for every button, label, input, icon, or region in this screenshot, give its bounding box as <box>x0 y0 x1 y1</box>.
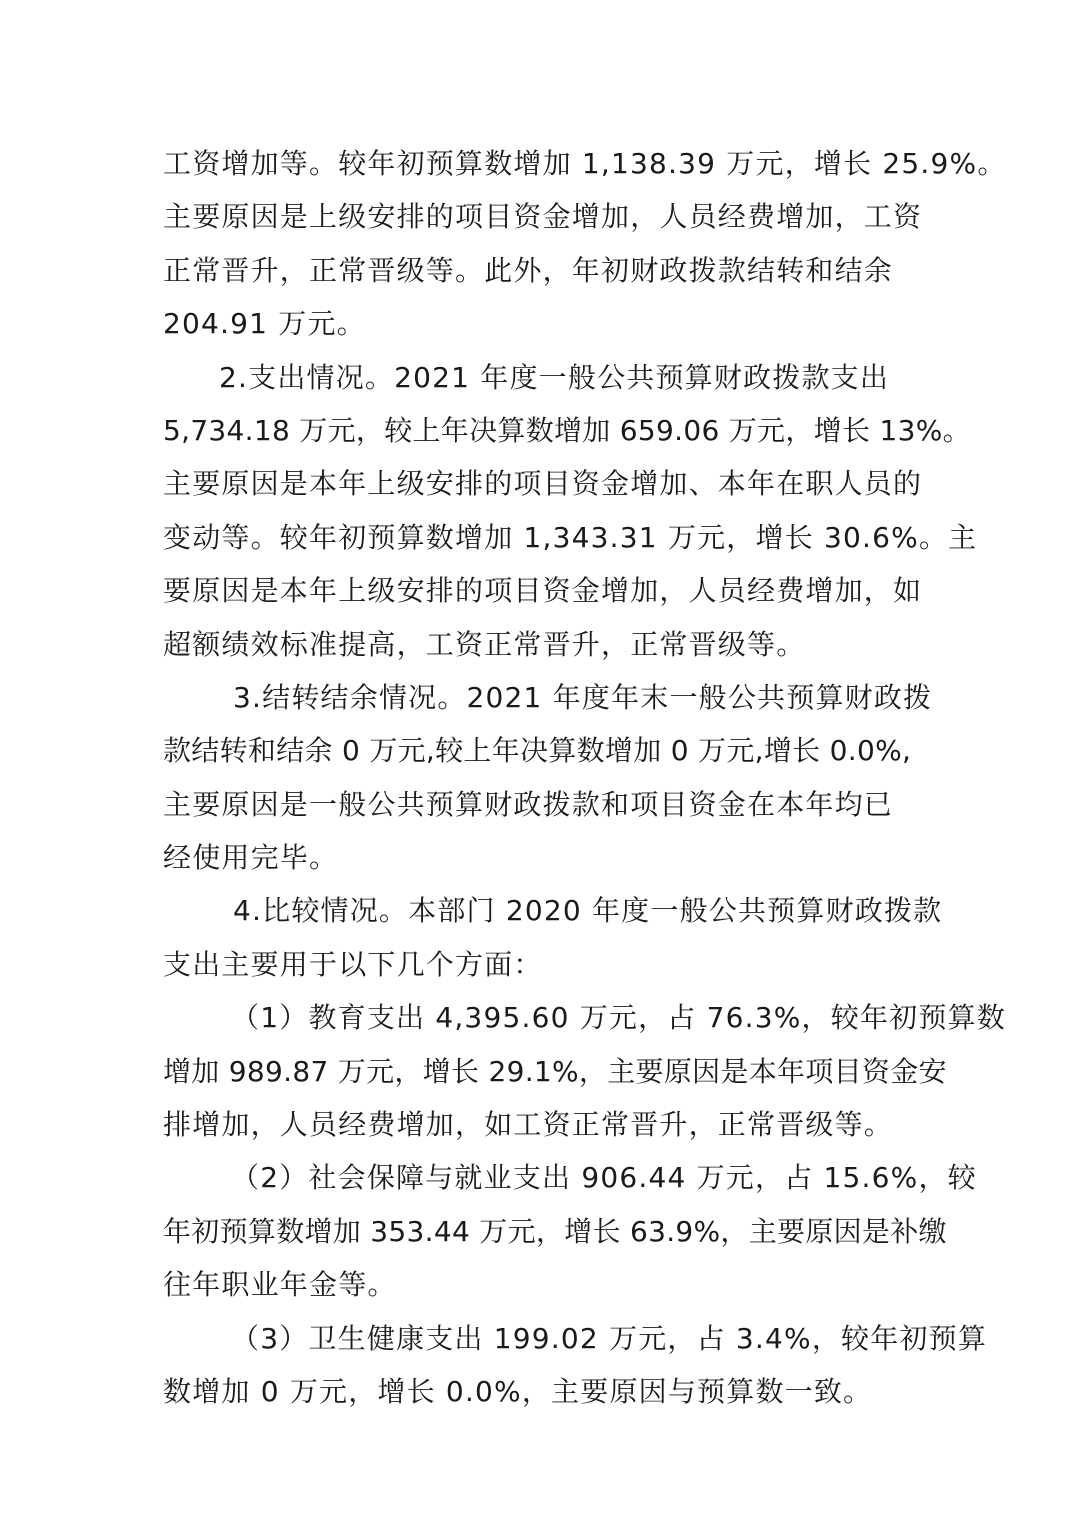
list-item-social-security: （2）社会保障与就业支出 906.44 万元，占 15.6%，较 <box>231 1161 977 1195</box>
text-line: 款结转和结余 0 万元,较上年决算数增加 0 万元,增长 0.0%, <box>163 734 912 768</box>
text-line: 工资增加等。较年初预算数增加 1,138.39 万元，增长 25.9%。 <box>163 147 1007 180</box>
list-item-health: （3）卫生健康支出 199.02 万元，占 3.4%，较年初预算 <box>231 1321 988 1355</box>
text-line: 变动等。较年初预算数增加 1,343.31 万元，增长 30.6%。主 <box>163 520 978 554</box>
section-heading-comparison: 4.比较情况。本部门 2020 年度一般公共预算财政拨款 <box>233 894 943 928</box>
text-line: 年初预算数增加 353.44 万元，增长 63.9%，主要原因是补缴 <box>163 1214 947 1248</box>
section-heading-carryover: 3.结转结余情况。2021 年度年末一般公共预算财政拨 <box>233 680 933 714</box>
text-line: 往年职业年金等。 <box>163 1268 397 1302</box>
list-item-education: （1）教育支出 4,395.60 万元，占 76.3%，较年初预算数 <box>231 1001 1006 1035</box>
text-line: 增加 989.87 万元，增长 29.1%，主要原因是本年项目资金安 <box>163 1054 947 1088</box>
text-line: 排增加，人员经费增加，如工资正常晋升，正常晋级等。 <box>163 1108 894 1142</box>
text-line: 经使用完毕。 <box>163 841 339 875</box>
text-line: 5,734.18 万元，较上年决算数增加 659.06 万元，增长 13%。 <box>163 413 971 447</box>
text-line: 数增加 0 万元，增长 0.0%，主要原因与预算数一致。 <box>163 1374 873 1408</box>
body-text <box>163 137 1007 1418</box>
text-line: 超额绩效标准提高，工资正常晋升，正常晋级等。 <box>163 627 806 661</box>
text-line: 支出主要用于以下几个方面： <box>163 947 543 981</box>
text-line: 主要原因是上级安排的项目资金增加，人员经费增加，工资 <box>163 200 923 234</box>
section-heading-expenditure: 2.支出情况。2021 年度一般公共预算财政拨款支出 <box>219 360 890 394</box>
text-line: 主要原因是一般公共预算财政拨款和项目资金在本年均已 <box>163 787 894 821</box>
text-line: 要原因是本年上级安排的项目资金增加，人员经费增加，如 <box>163 574 923 608</box>
text-line: 正常晋升，正常晋级等。此外，年初财政拨款结转和结余 <box>163 253 894 287</box>
text-line: 204.91 万元。 <box>163 307 366 341</box>
text-line: 主要原因是本年上级安排的项目资金增加、本年在职人员的 <box>163 467 923 501</box>
